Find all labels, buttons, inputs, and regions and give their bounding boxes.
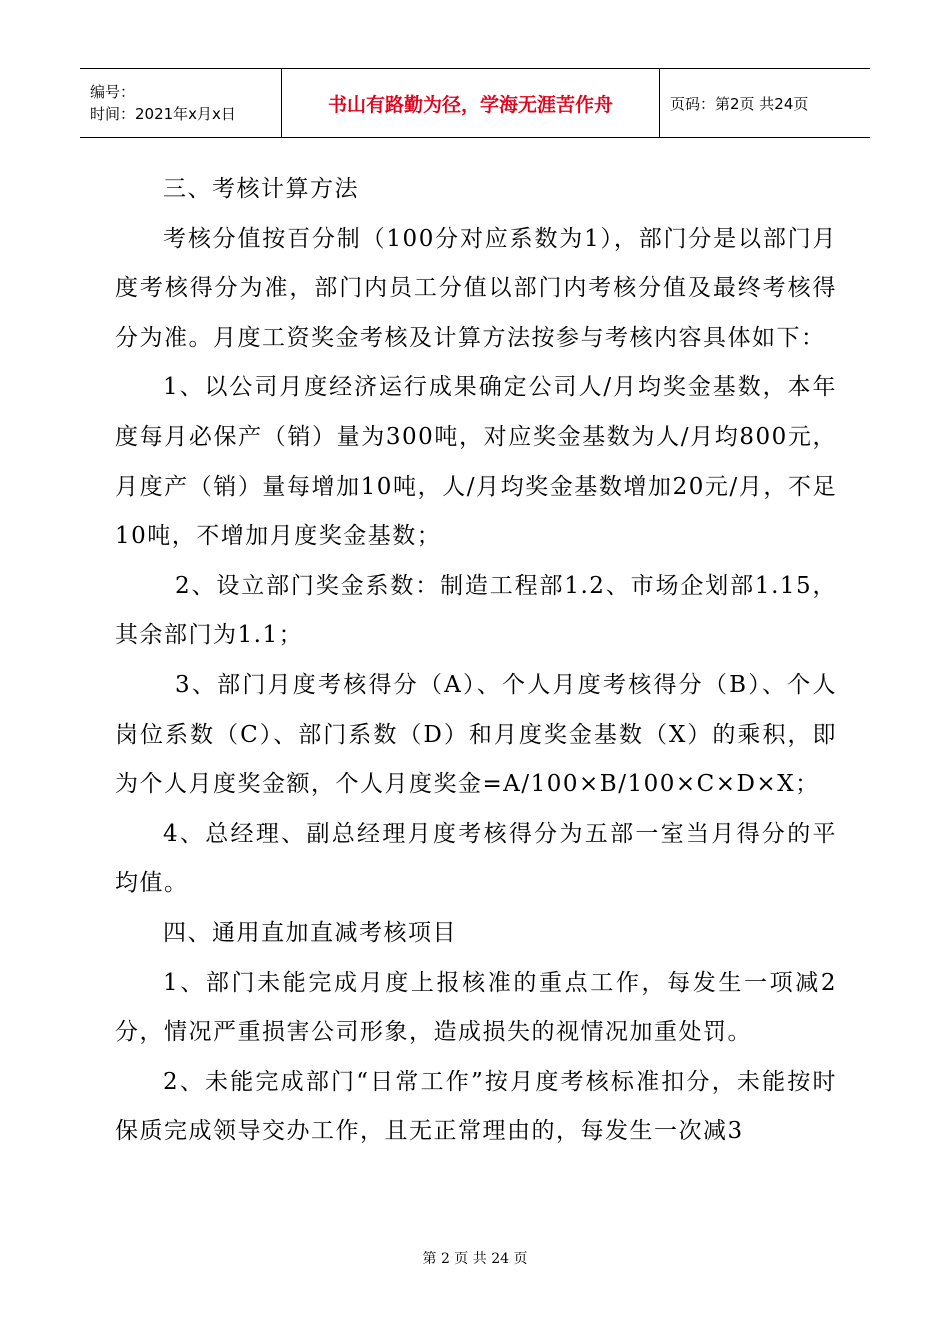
header-page-info xyxy=(660,69,870,137)
list-item-1: 1、以公司月度经济运行成果确定公司人/月均奖金基数，本年度每月必保产（销）量为300吨，对应奖金基数为人/月均800元，月度产（销）量每增加10吨，人/月均奖金基数增加20元/月，不足10吨，不增加月度奖金基数； xyxy=(115,374,837,550)
time-label: 时间：2021年x月x日 xyxy=(90,105,236,123)
list-item-4: 4、总经理、副总经理月度考核得分为五部一室当月得分的平均值。 xyxy=(115,820,837,897)
header-motto xyxy=(282,69,660,137)
footer-page-number: 第 2 页 共 24 页 xyxy=(422,1251,528,1267)
page-footer xyxy=(0,1248,950,1268)
page-header xyxy=(80,68,870,138)
document-body xyxy=(115,165,837,1157)
list-item-1b: 1、部门未能完成月度上报核准的重点工作，每发生一项减2分，情况严重损害公司形象，造成损失的视情况加重处罚。 xyxy=(115,969,837,1046)
number-label: 编号： xyxy=(90,83,136,101)
list-item-2: 2、设立部门奖金系数：制造工程部1.2、市场企划部1.15，其余部门为1.1； xyxy=(115,572,837,649)
list-item-2b: 2、未能完成部门“日常工作”按月度考核标准扣分，未能按时保质完成领导交办工作，且无正常理由的，每发生一次减3 xyxy=(115,1068,837,1145)
header-meta xyxy=(80,69,282,137)
paragraph: 考核分值按百分制（100分对应系数为1），部门分是以部门月度考核得分为准，部门内员工分值以部门内考核分值及最终考核得分为准。月度工资奖金考核及计算方法按参与考核内容具体如下： xyxy=(115,225,837,351)
section-heading-4: 四、通用直加直减考核项目 xyxy=(163,919,457,946)
list-item-3: 3、部门月度考核得分（A）、个人月度考核得分（B）、个人岗位系数（C）、部门系数（D）和月度奖金基数（X）的乘积，即为个人月度奖金额，个人月度奖金=A/100×B/100×C×D×X； xyxy=(115,671,837,798)
section-heading-3: 三、考核计算方法 xyxy=(163,176,359,202)
motto-text: 书山有路勤为径，学海无涯苦作舟 xyxy=(327,93,613,116)
page-info-text: 页码：第2页 共24页 xyxy=(670,94,809,113)
